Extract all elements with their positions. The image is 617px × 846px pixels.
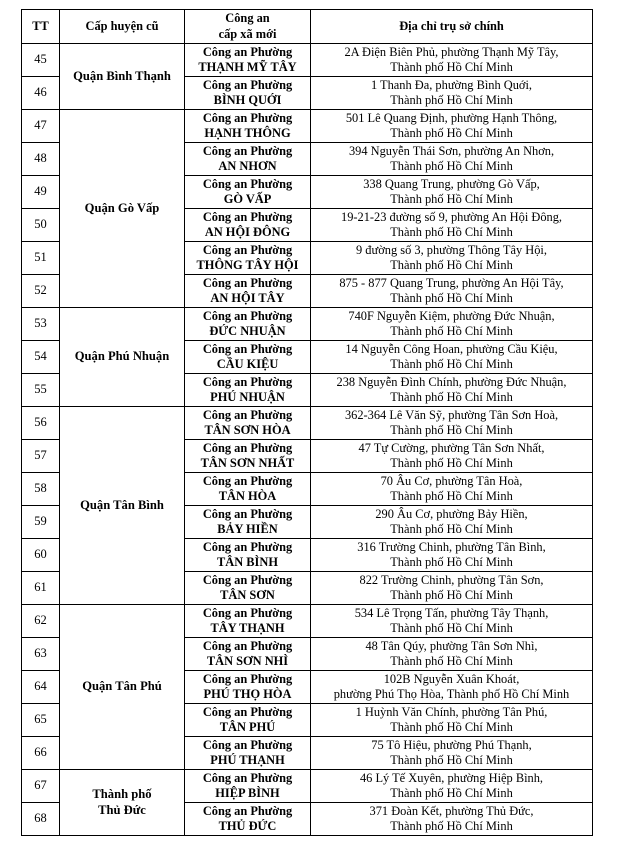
ward-name: GÒ VẤP	[223, 192, 272, 206]
district-name-line1: Quận Gò Vấp	[84, 200, 160, 215]
address-cell	[311, 803, 593, 836]
address-line1: 875 - 877 Quang Trung, phường An Hội Tây,	[339, 275, 564, 290]
header-address: Địa chỉ trụ sở chính	[311, 10, 593, 44]
police-unit-cell	[185, 242, 311, 275]
address-cell	[311, 110, 593, 143]
address-line2: Thành phố Hồ Chí Minh	[390, 522, 513, 536]
address-line2: Thành phố Hồ Chí Minh	[390, 357, 513, 371]
header-tt: TT	[22, 10, 60, 44]
unit-type: Công an Phường	[202, 440, 293, 455]
district-cell	[60, 110, 185, 308]
row-number: 58	[22, 473, 60, 506]
ward-name: PHÚ THẠNH	[210, 753, 285, 767]
police-unit-cell	[185, 209, 311, 242]
unit-type: Công an Phường	[202, 803, 293, 818]
row-number: 66	[22, 737, 60, 770]
address-line1: 740F Nguyễn Kiệm, phường Đức Nhuận,	[348, 308, 555, 323]
district-name-line1: Quận Tân Phú	[82, 679, 162, 694]
row-number: 63	[22, 638, 60, 671]
district-name-line2: Thủ Đức	[98, 802, 146, 817]
row-number: 68	[22, 803, 60, 836]
row-number: 55	[22, 374, 60, 407]
address-line2: Thành phố Hồ Chí Minh	[390, 786, 513, 800]
unit-type: Công an Phường	[202, 77, 293, 92]
unit-type: Công an Phường	[202, 308, 293, 323]
row-number: 52	[22, 275, 60, 308]
address-line2: Thành phố Hồ Chí Minh	[390, 60, 513, 74]
address-cell	[311, 407, 593, 440]
ward-name: ĐỨC NHUẬN	[209, 324, 286, 338]
row-number: 59	[22, 506, 60, 539]
police-unit-cell	[185, 572, 311, 605]
address-line1: 394 Nguyễn Thái Sơn, phường An Nhơn,	[348, 143, 555, 158]
table-row	[22, 308, 593, 341]
address-line1: 362-364 Lê Văn Sỹ, phường Tân Sơn Hoà,	[344, 407, 559, 422]
ward-name: BÌNH QUỚI	[213, 93, 282, 107]
police-unit-cell	[185, 539, 311, 572]
address-cell	[311, 275, 593, 308]
police-unit-cell	[185, 77, 311, 110]
district-name-line1: Quận Tân Bình	[80, 497, 164, 512]
police-address-table	[21, 9, 593, 836]
unit-type: Công an Phường	[202, 242, 293, 257]
police-unit-cell	[185, 638, 311, 671]
ward-name: PHÚ NHUẬN	[210, 390, 285, 404]
district-name-line1: Quận Bình Thạnh	[73, 68, 171, 83]
address-line2: Thành phố Hồ Chí Minh	[390, 753, 513, 767]
table-row	[22, 110, 593, 143]
police-unit-cell	[185, 704, 311, 737]
address-cell	[311, 176, 593, 209]
address-line2: Thành phố Hồ Chí Minh	[390, 126, 513, 140]
address-line2: phường Phú Thọ Hòa, Thành phố Hồ Chí Minh	[333, 687, 570, 701]
unit-type: Công an Phường	[202, 44, 293, 59]
address-cell	[311, 506, 593, 539]
address-cell	[311, 638, 593, 671]
address-cell	[311, 671, 593, 704]
address-line2: Thành phố Hồ Chí Minh	[390, 621, 513, 635]
table-body	[22, 44, 593, 836]
address-line2: Thành phố Hồ Chí Minh	[390, 159, 513, 173]
address-line2: Thành phố Hồ Chí Minh	[390, 258, 513, 272]
unit-type: Công an Phường	[202, 473, 293, 488]
address-line2: Thành phố Hồ Chí Minh	[390, 654, 513, 668]
address-line1: 822 Trường Chinh, phường Tân Sơn,	[359, 572, 544, 587]
police-unit-cell	[185, 803, 311, 836]
district-name-line1: Quận Phú Nhuận	[74, 349, 170, 364]
address-line1: 9 đường số 3, phường Thông Tây Hội,	[356, 242, 547, 257]
police-unit-cell	[185, 506, 311, 539]
address-line1: 238 Nguyễn Đình Chính, phường Đức Nhuận,	[336, 374, 567, 389]
district-name-line1: Thành phố	[92, 787, 152, 801]
ward-name: TÂN SƠN NHẤT	[200, 456, 295, 470]
district-cell	[60, 44, 185, 110]
police-unit-cell	[185, 440, 311, 473]
address-line2: Thành phố Hồ Chí Minh	[390, 192, 513, 206]
address-cell	[311, 308, 593, 341]
address-line1: 290 Âu Cơ, phường Bảy Hiền,	[375, 506, 528, 521]
address-cell	[311, 539, 593, 572]
table-row	[22, 44, 593, 77]
police-unit-cell	[185, 275, 311, 308]
address-cell	[311, 704, 593, 737]
row-number: 45	[22, 44, 60, 77]
row-number: 48	[22, 143, 60, 176]
unit-type: Công an Phường	[202, 671, 293, 686]
unit-type: Công an Phường	[202, 407, 293, 422]
address-cell	[311, 440, 593, 473]
row-number: 64	[22, 671, 60, 704]
row-number: 51	[22, 242, 60, 275]
address-cell	[311, 473, 593, 506]
unit-type: Công an Phường	[202, 539, 293, 554]
police-unit-cell	[185, 407, 311, 440]
address-line2: Thành phố Hồ Chí Minh	[390, 819, 513, 833]
address-line1: 1 Huỳnh Văn Chính, phường Tân Phú,	[355, 704, 548, 719]
ward-name: AN NHƠN	[218, 159, 277, 173]
ward-name: TÂN BÌNH	[217, 555, 278, 569]
table-header-row	[22, 10, 593, 44]
table-row	[22, 770, 593, 803]
address-line1: 371 Đoàn Kết, phường Thủ Đức,	[369, 803, 534, 818]
unit-type: Công an Phường	[202, 374, 293, 389]
address-line2: Thành phố Hồ Chí Minh	[390, 423, 513, 437]
row-number: 65	[22, 704, 60, 737]
ward-name: THÔNG TÂY HỘI	[196, 258, 299, 272]
ward-name: THẠNH MỸ TÂY	[198, 60, 297, 74]
address-line1: 48 Tân Qúy, phường Tân Sơn Nhì,	[365, 638, 538, 653]
address-line2: Thành phố Hồ Chí Minh	[390, 588, 513, 602]
row-number: 56	[22, 407, 60, 440]
row-number: 53	[22, 308, 60, 341]
district-cell	[60, 308, 185, 407]
police-unit-cell	[185, 341, 311, 374]
address-line2: Thành phố Hồ Chí Minh	[390, 720, 513, 734]
address-cell	[311, 341, 593, 374]
address-line1: 316 Trường Chinh, phường Tân Bình,	[357, 539, 546, 554]
ward-name: AN HỘI ĐÔNG	[204, 225, 291, 239]
address-line1: 47 Tự Cường, phường Tân Sơn Nhất,	[358, 440, 545, 455]
unit-type: Công an Phường	[202, 770, 293, 785]
ward-name: TÂN SƠN	[220, 588, 275, 602]
address-line1: 2A Điện Biên Phủ, phường Thạnh Mỹ Tây,	[344, 44, 559, 59]
address-line1: 19-21-23 đường số 9, phường An Hội Đông,	[341, 209, 562, 224]
unit-type: Công an Phường	[202, 341, 293, 356]
row-number: 57	[22, 440, 60, 473]
address-line2: Thành phố Hồ Chí Minh	[390, 93, 513, 107]
address-cell	[311, 209, 593, 242]
ward-name: TÂN HÒA	[218, 489, 277, 503]
unit-type: Công an Phường	[202, 605, 293, 620]
police-unit-cell	[185, 737, 311, 770]
row-number: 50	[22, 209, 60, 242]
ward-name: AN HỘI TÂY	[210, 291, 285, 305]
address-cell	[311, 770, 593, 803]
address-cell	[311, 374, 593, 407]
unit-type: Công an Phường	[202, 275, 293, 290]
address-cell	[311, 572, 593, 605]
address-cell	[311, 77, 593, 110]
address-line1: 102B Nguyễn Xuân Khoát,	[383, 671, 520, 686]
unit-type: Công an Phường	[202, 737, 293, 752]
row-number: 61	[22, 572, 60, 605]
address-cell	[311, 605, 593, 638]
unit-type: Công an Phường	[202, 143, 293, 158]
police-unit-cell	[185, 374, 311, 407]
header-unit-line2: cấp xã mới	[218, 26, 277, 41]
row-number: 47	[22, 110, 60, 143]
row-number: 49	[22, 176, 60, 209]
address-line2: Thành phố Hồ Chí Minh	[390, 489, 513, 503]
ward-name: CẦU KIỆU	[216, 357, 279, 371]
ward-name: BẢY HIỀN	[217, 522, 278, 536]
address-line1: 1 Thanh Đa, phường Bình Quới,	[370, 77, 533, 92]
unit-type: Công an Phường	[202, 704, 293, 719]
unit-type: Công an Phường	[202, 110, 293, 125]
police-unit-cell	[185, 44, 311, 77]
address-line1: 338 Quang Trung, phường Gò Vấp,	[363, 176, 540, 191]
unit-type: Công an Phường	[202, 572, 293, 587]
ward-name: HẠNH THÔNG	[204, 126, 291, 140]
table-row	[22, 407, 593, 440]
address-line2: Thành phố Hồ Chí Minh	[390, 291, 513, 305]
ward-name: HIỆP BÌNH	[215, 786, 280, 800]
police-unit-cell	[185, 308, 311, 341]
address-line1: 75 Tô Hiệu, phường Phú Thạnh,	[371, 737, 532, 752]
row-number: 62	[22, 605, 60, 638]
address-cell	[311, 737, 593, 770]
row-number: 67	[22, 770, 60, 803]
header-unit-line1: Công an	[225, 11, 270, 25]
address-line1: 534 Lê Trọng Tấn, phường Tây Thạnh,	[354, 605, 549, 620]
address-line1: 14 Nguyễn Công Hoan, phường Cầu Kiệu,	[345, 341, 558, 356]
address-line2: Thành phố Hồ Chí Minh	[390, 225, 513, 239]
unit-type: Công an Phường	[202, 638, 293, 653]
police-unit-cell	[185, 605, 311, 638]
address-line2: Thành phố Hồ Chí Minh	[390, 390, 513, 404]
ward-name: TÂN SƠN HÒA	[204, 423, 291, 437]
address-cell	[311, 44, 593, 77]
row-number: 54	[22, 341, 60, 374]
police-unit-cell	[185, 671, 311, 704]
header-unit	[185, 10, 311, 44]
address-line1: 501 Lê Quang Định, phường Hạnh Thông,	[345, 110, 558, 125]
address-cell	[311, 143, 593, 176]
address-line2: Thành phố Hồ Chí Minh	[390, 324, 513, 338]
police-unit-cell	[185, 143, 311, 176]
row-number: 60	[22, 539, 60, 572]
ward-name: TÂN PHÚ	[219, 720, 276, 734]
police-unit-cell	[185, 770, 311, 803]
district-cell	[60, 407, 185, 605]
row-number: 46	[22, 77, 60, 110]
address-line2: Thành phố Hồ Chí Minh	[390, 555, 513, 569]
address-line1: 70 Âu Cơ, phường Tân Hoà,	[380, 473, 523, 488]
unit-type: Công an Phường	[202, 209, 293, 224]
district-cell	[60, 770, 185, 836]
district-cell	[60, 605, 185, 770]
police-unit-cell	[185, 473, 311, 506]
ward-name: PHÚ THỌ HÒA	[203, 687, 292, 701]
unit-type: Công an Phường	[202, 506, 293, 521]
police-unit-cell	[185, 110, 311, 143]
police-unit-cell	[185, 176, 311, 209]
ward-name: TÂN SƠN NHÌ	[206, 654, 289, 668]
unit-type: Công an Phường	[202, 176, 293, 191]
table-row	[22, 605, 593, 638]
address-line2: Thành phố Hồ Chí Minh	[390, 456, 513, 470]
ward-name: TÂY THẠNH	[210, 621, 285, 635]
address-cell	[311, 242, 593, 275]
address-line1: 46 Lý Tế Xuyên, phường Hiệp Bình,	[359, 770, 544, 785]
ward-name: THỦ ĐỨC	[218, 819, 277, 833]
header-district: Cấp huyện cũ	[60, 10, 185, 44]
